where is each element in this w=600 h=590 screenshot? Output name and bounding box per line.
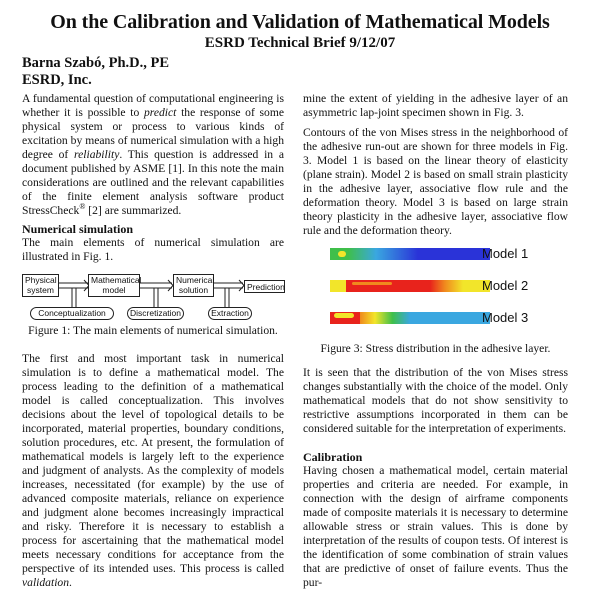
model3-label: Model 3 <box>482 310 529 325</box>
model1-stress-bar <box>330 248 490 260</box>
calibration-paragraph: Having chosen a mathematical model, certain material properties and criteria are needed. For example, in connection with the design of airframe components made of composite materials it is necessary to determine allowable stress or strain values. This is done by interpretation of the results of coupon tests. Of interest is the identification of some combination of strain values that are predictive of onset of failure events. Thus the pur- <box>303 464 568 589</box>
numsim-paragraph: The main elements of numerical simulation are illustrated in Fig. 1. <box>22 236 284 263</box>
prediction-box: Prediction <box>244 280 285 293</box>
model2-label: Model 2 <box>482 278 529 293</box>
paper-title: On the Calibration and Validation of Mathematical Models <box>50 11 550 33</box>
numerical-solution-box: Numerical solution <box>173 274 214 297</box>
figure1-diagram <box>22 272 292 324</box>
left-column <box>22 92 284 589</box>
model2-stress-bar <box>330 280 490 292</box>
extraction-pill: Extraction <box>208 307 252 320</box>
author-name: Barna Szabó, Ph.D., PE <box>22 55 170 71</box>
modeling-paragraph: The first and most important task in numerical simulation is to define a mathematical model. The process leading to the definition of a mathematical model is called conceptualization. This involves decisions about the level of topological details to be incorporated, material properties, boundary conditions, solution procedures, etc. At present, the formulation of mathematical models is largely left to the experience and judgment of analysts. As the complexity of models increases, necessitated (for example) by the use of advanced composite materials, reliance on experience and judgment alone becomes increasingly impractical and risky. Therefore it is necessary to establish a process for ascertaining that the mathematical model meets necessary conditions for acceptance from the perspective of its intended uses. This process is called validation. <box>22 352 284 589</box>
lapjoint-paragraph: mine the extent of yielding in the adhesive layer of an asymmetric lap-joint specimen shown in Fig. 3. <box>303 92 568 119</box>
figure1-caption: Figure 1: The main elements of numerical simulation. <box>28 324 278 337</box>
figure3-stress-plots <box>320 236 572 334</box>
discretization-pill: Discretization <box>127 307 184 320</box>
section-heading-calibration: Calibration <box>303 450 363 464</box>
physical-system-box: Physical system <box>22 274 59 297</box>
von-mises-paragraph: It is seen that the distribution of the von Mises stress changes substantially with the choice of the model. Only mathematical models that do not show sensitivity to restrictive assumptions incorporated in them can be considered suitable for the interpretation of experiments. <box>303 366 568 435</box>
paper-subtitle: ESRD Technical Brief 9/12/07 <box>204 35 396 51</box>
section-heading-numerical-simulation: Numerical simulation <box>22 222 133 236</box>
model3-stress-bar <box>330 312 490 324</box>
figure3-caption: Figure 3: Stress distribution in the adhesive layer. <box>320 342 551 355</box>
mathematical-model-box: Mathematical model <box>88 274 140 297</box>
conceptualization-pill: Conceptualization <box>30 307 114 320</box>
intro-paragraph: A fundamental question of computational engineering is whether it is possible to predict the response of some physical system or process to various kinds of excitation by means of numerical simulation with a high degree of reliability. This question is addressed in a document published by ASME [1]. In this note the main considerations are outlined and the relevant capabilities of the finite element analysis software product StressCheck® [2] are summarized. <box>22 92 284 217</box>
contours-paragraph: Contours of the von Mises stress in the neighborhood of the adhesive run-out are shown for three models in Fig. 3. Model 1 is based on the linear theory of elasticity (plane strain). Model 2 is based on small strain plasticity in the adhesive layer, associative flow rule and the deformation theory. Model 3 is based on large strain theory plasticity in the adhesive layer, associative flow rule and the deformation theory. <box>303 126 568 237</box>
author-affiliation: ESRD, Inc. <box>22 72 92 88</box>
model1-label: Model 1 <box>482 246 529 261</box>
